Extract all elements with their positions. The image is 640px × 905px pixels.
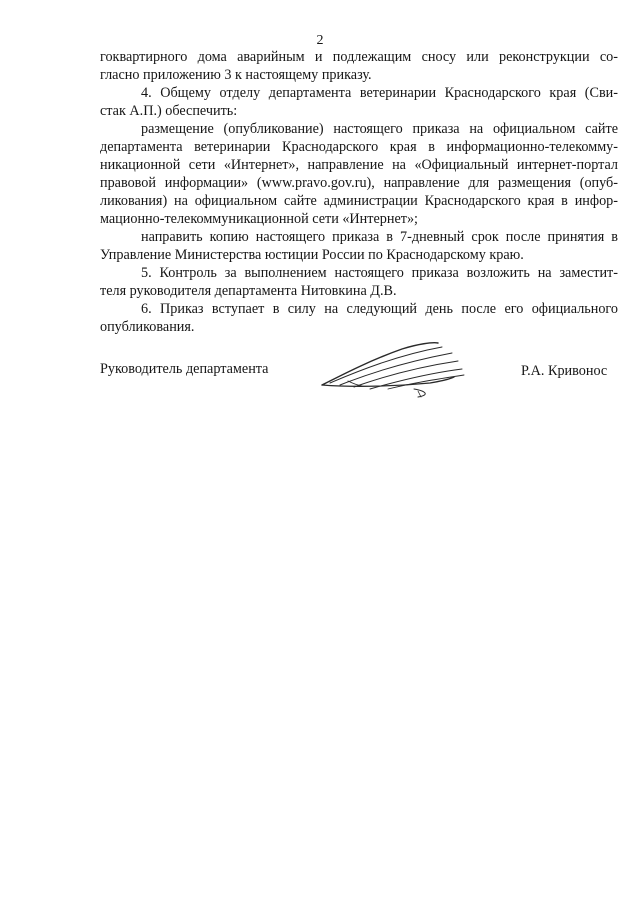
paragraph-line-13: 5. Контроль за выполнением настоящего приказа возложить на заместит- (141, 265, 618, 281)
paragraph-line-3: 4. Общему отделу департамента ветеринарии Краснодарского края (Сви- (141, 85, 618, 101)
paragraph-line-7: никационной сети «Интернет», направление на «Официальный интернет-портал (100, 157, 618, 173)
paragraph-line-16: опубликования. (100, 319, 195, 335)
paragraph-line-2: гласно приложению 3 к настоящему приказу. (100, 67, 372, 83)
paragraph-line-11: направить копию настоящего приказа в 7-дневный срок после принятия в (141, 229, 618, 245)
paragraph-line-1: гоквартирного дома аварийным и подлежащим сносу или реконструкции со- (100, 49, 618, 65)
handwritten-signature (318, 339, 468, 399)
signatory-name: Р.А. Кривонос (521, 363, 608, 379)
paragraph-line-6: департамента ветеринарии Краснодарского края в информационно-телекомму- (100, 139, 618, 155)
signatory-position: Руководитель департамента (100, 361, 269, 377)
paragraph-line-12: Управление Министерства юстиции России по Краснодарскому краю. (100, 247, 524, 263)
paragraph-line-5: размещение (опубликование) настоящего приказа на официальном сайте (141, 121, 618, 137)
paragraph-line-8: правовой информации» (www.pravo.gov.ru), направление для размещения (опуб- (100, 175, 618, 191)
page-number: 2 (316, 33, 324, 48)
paragraph-line-14: теля руководителя департамента Нитовкина Д.В. (100, 283, 397, 299)
paragraph-line-10: мационно-телекоммуникационной сети «Интернет»; (100, 211, 418, 227)
paragraph-line-9: ликования) на официальном сайте администрации Краснодарского края в инфор- (100, 193, 618, 209)
paragraph-line-4: стак А.П.) обеспечить: (100, 103, 238, 119)
paragraph-line-15: 6. Приказ вступает в силу на следующий день после его официального (141, 301, 618, 317)
